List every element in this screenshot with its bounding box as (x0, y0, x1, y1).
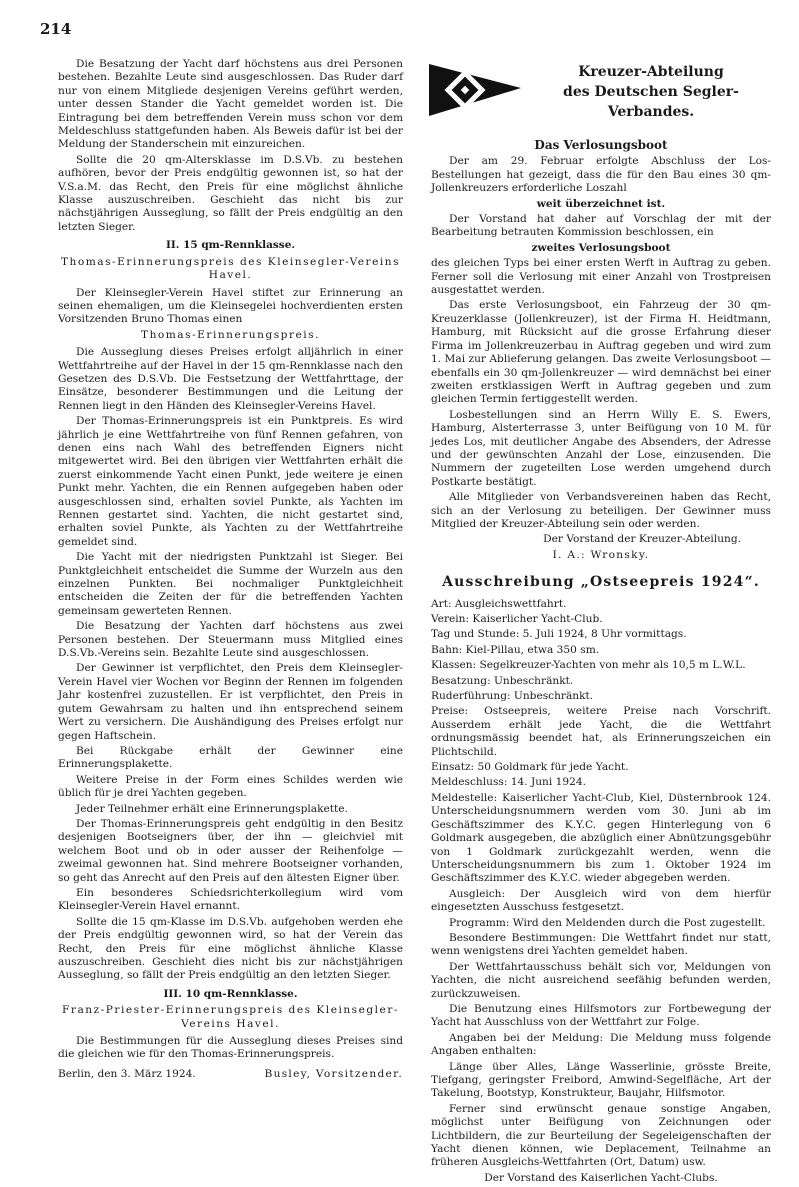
entry-field: Bahn: Kiel-Pillau, etwa 350 sm. (431, 643, 600, 656)
entry-field: Tag und Stunde: 5. Juli 1924, 8 Uhr vormittags. (431, 628, 687, 641)
emphasis-line: zweites Verlosungsboot (531, 241, 671, 254)
entry-field: Meldestelle: Kaiserlicher Yacht-Club, Kiel, Düsternbrook 124. Unterscheidungsnummern werden vom 30. Juni ab im Geschäftszimmer des K.Y.C. gegen Hinterlegung von 6 Goldmark ausgegeben, die abzüglich einer Abnützungsgebühr von 1 Goldmark zurückgezahlt werden, wenn die Unterscheidungsnummern bis zum 1. Oktober 1924 im Geschäftszimmer des K.Y.C. wieder abgegeben werden. (431, 791, 771, 885)
paragraph: Der Thomas-Erinnerungspreis geht endgültig in den Besitz desjenigen Bootseigners über, der ihn — gleichviel mit welchem Boot und ob in oder ausser der Reihenfolge — zweimal gewonnen hat. Sind mehrere Bootseigner vorhanden, so geht das Anrecht auf den Preis auf den ältesten Eigner über. (58, 817, 403, 884)
signer: Busley, Vorsitzender. (264, 1067, 403, 1080)
section-heading: II. 15 qm-Rennklasse. (165, 239, 296, 252)
paragraph: Die Ausseglung dieses Preises erfolgt alljährlich in einer Wettfahrtreihe auf der Havel in der 15 qm-Rennklasse nach den Gesetzen des D.S.Vb. Die Festsetzung der Wettfahrttage, der Einsätze, besonderer Bestimmungen und die Leitung der Rennen liegt in den Händen des Kleinsegler-Vereins Havel. (58, 346, 403, 412)
paragraph: Angaben bei der Meldung: Die Meldung muss folgende Angaben enthalten: (431, 1031, 771, 1058)
paragraph: Ausgleich: Der Ausgleich wird von dem hierfür eingesetzten Ausschuss festgesetzt. (431, 887, 771, 914)
entry-field: Art: Ausgleichswettfahrt. (431, 597, 567, 610)
paragraph: Der Kleinsegler-Verein Havel stiftet zur Erinnerung an seinen ehemaligen, um die Kleinsegelei hochverdienten ersten Vorsitzenden Bruno Thomas einen (58, 286, 403, 326)
paragraph: Der Gewinner ist verpflichtet, den Preis dem Kleinsegler-Verein Havel vier Wochen vor Beginn der Rennen im folgenden Jahr kostenfrei zuzustellen. Er ist verpflichtet, den Preis in gutem Gewahrsam zu halten und ihn entsprechend seinem Wert zu versichern. Die Aushändigung des Preises erfolgt nur gegen Haftschein. (58, 662, 403, 742)
entry-field: Besatzung: Unbeschränkt. (431, 674, 574, 687)
kreuzer-header (431, 58, 771, 134)
paragraph: Die Yacht mit der niedrigsten Punktzahl ist Sieger. Bei Punktgleichheit entscheidet die Summe der Wurzeln aus den einzelnen Punkten. Bei nochmaliger Punktgleichheit entscheiden die Zeiten der für die betreffenden Yachten gemeinsam gewerteten Rennen. (58, 551, 403, 617)
section-heading: Das Verlosungsboot (534, 138, 668, 152)
paragraph: Der am 29. Februar erfolgte Abschluss der Los-Bestellungen hat gezeigt, dass die für den Bau eines 30 qm-Jollenkreuzers erforderliche Loszahl (431, 155, 771, 195)
left-column (58, 58, 403, 1081)
paragraph: Jeder Teilnehmer erhält eine Erinnerungsplakette. (76, 802, 348, 815)
paragraph: Sollte die 20 qm-Altersklasse im D.S.Vb. zu bestehen aufhören, bevor der Preis endgültig gewonnen ist, so hat der V.S.a.M. das Recht, den Preis für eine möglichst ähnliche Klasse auszuschreiben. Geschieht das nicht bis zur nächstjährigen Ausseglung, so fällt der Preis endgültig an den letzten Sieger. (58, 153, 403, 233)
announcement-title: Ausschreibung „Ostseepreis 1924“. (442, 574, 760, 591)
signature-line (58, 1068, 403, 1081)
paragraph: des gleichen Typs bei einer ersten Werft in Auftrag zu geben. Ferner soll die Verlosung mit einer Anzahl von Trostpreisen ausgestattet werden. (431, 257, 771, 297)
pennant-flag-icon (427, 62, 523, 118)
entry-field: Ruderführung: Unbeschränkt. (431, 690, 594, 703)
paragraph: Programm: Wird den Meldenden durch die Post zugestellt. (449, 916, 766, 929)
paragraph: Die Besatzung der Yacht darf höchstens aus drei Personen bestehen. Bezahlte Leute sind ausgeschlossen. Das Ruder darf nur von einem Mitgliede desjenigen Vereins geführt werden, unter dessen Stander die Yacht gemeldet worden ist. Die Eintragung bei dem betreffenden Verein muss schon vor dem Meldeschluss stattgefunden haben. Als Beweis dafür ist bei der Meldung der Standerschein mit einzureichen. (58, 58, 403, 151)
paragraph: Die Bestimmungen für die Ausseglung dieses Preises sind die gleichen wie für den Thomas-Erinnerungspreis. (58, 1035, 403, 1061)
paragraph: Weitere Preise in der Form eines Schildes werden wie üblich für je drei Yachten gegeben. (58, 773, 403, 800)
kreuzer-title (527, 62, 775, 122)
paragraph: Länge über Alles, Länge Wasserlinie, grösste Breite, Tiefgang, geringster Freibord, Amwind-Segelfläche, Art der Takelung, Bootstyp, Konstrukteur, Baujahr, Hilfsmotor. (431, 1060, 771, 1100)
paragraph: Ein besonderes Schiedsrichterkollegium wird vom Kleinsegler-Verein Havel ernannt. (58, 886, 403, 913)
prize-name: Thomas-Erinnerungspreis. (141, 328, 320, 341)
paragraph: Ferner sind erwünscht genaue sonstige Angaben, möglichst unter Beifügung von Zeichnungen oder Lichtbildern, die zur Beurteilung der Segeleigenschaften der Yacht dienen können, wie Deplacement, Teilnahme an früheren Ausgleichs-Wettfahrten (Ort, Datum) usw. (431, 1102, 771, 1169)
right-column (431, 58, 771, 1187)
entry-field: Einsatz: 50 Goldmark für jede Yacht. (431, 761, 629, 774)
signer: I. A.: Wronsky. (552, 548, 650, 561)
paragraph: Bei Rückgabe erhält der Gewinner eine Erinnerungsplakette. (58, 744, 403, 771)
page-number: 214 (40, 20, 72, 38)
emphasis-line: weit überzeichnet ist. (536, 197, 666, 210)
signature-club: Der Vorstand des Kaiserlichen Yacht-Clubs. (484, 1171, 718, 1184)
paragraph: Besondere Bestimmungen: Die Wettfahrt findet nur statt, wenn wenigstens drei Yachten gemeldet haben. (431, 931, 771, 958)
paragraph: Der Thomas-Erinnerungspreis ist ein Punktpreis. Es wird jährlich je eine Wettfahrtreihe von fünf Rennen gefahren, von denen eins nach Wahl des betreffenden Eigners nicht mitgewertet wird. Bei den übrigen vier Wettfahrten erhält die zuerst einkommende Yacht einen Punkt, jede weitere je einen Punkt mehr. Yachten, die ein Rennen aufgegeben haben oder ausgeschlossen sind, erhalten soviel Punkte, als Yachten im Rennen gestartet sind. Yachten, die nicht gestartet sind, erhalten soviel Punkte, als Yachten zu der Wettfahrtreihe gemeldet sind. (58, 415, 403, 548)
place-date: Berlin, den 3. März 1924. (58, 1067, 196, 1080)
paragraph: Die Benutzung eines Hilfsmotors zur Fortbewegung der Yacht hat Ausschluss von der Wettfahrt zur Folge. (431, 1002, 771, 1029)
prize-title: Thomas-Erinnerungspreis des Kleinsegler-Vereins Havel. (60, 255, 401, 282)
entry-field: Verein: Kaiserlicher Yacht-Club. (431, 613, 603, 625)
paragraph: Der Wettfahrtausschuss behält sich vor, Meldungen von Yachten, die nicht ausreichend seefähig befunden werden, zurückzuweisen. (431, 960, 771, 1000)
paragraph: Das erste Verlosungsboot, ein Fahrzeug der 30 qm-Kreuzerklasse (Jollenkreuzer), ist der Firma H. Heidtmann, Hamburg, mit Rücksicht auf die grosse Erfahrung dieser Firma im Jollenkreuzerbau in Auftrag gegeben und wird zum 1. Mai zur Ablieferung gelangen. Das zweite Verlosungsboot — ebenfalls ein 30 qm-Jollenkreuzer — wird demnächst bei einer zweiten erstklassigen Werft in Auftrag gegeben und zum gleichen Termin fertiggestellt werden. (431, 299, 771, 406)
paragraph: Der Vorstand hat daher auf Vorschlag der mit der Bearbeitung betrauten Kommission beschlossen, ein (431, 213, 771, 239)
entry-field: Klassen: Segelkreuzer-Yachten von mehr als 10,5 m L.W.L. (431, 659, 746, 672)
heading-line: des Deutschen Segler-Verbandes. (563, 84, 739, 120)
paragraph: Sollte die 15 qm-Klasse im D.S.Vb. aufgehoben werden ehe der Preis endgültig gewonnen wird, so hat der Verein das Recht, den Preis für eine möglichst ähnliche Klasse auszuschreiben. Geschieht dies nicht bis zur nächstjährigen Ausseglung, so fällt der Preis endgültig an den letzten Sieger. (58, 915, 403, 982)
entry-field: Meldeschluss: 14. Juni 1924. (431, 776, 586, 789)
heading-line: Kreuzer-Abteilung (578, 64, 724, 80)
paragraph: Alle Mitglieder von Verbandsvereinen haben das Recht, sich an der Verlosung zu beteiligen. Der Gewinner muss Mitglied der Kreuzer-Abteilung sein oder werden. (431, 491, 771, 530)
section-heading: III. 10 qm-Rennklasse. (163, 987, 298, 1000)
prize-title: Franz-Priester-Erinnerungspreis des Kleinsegler-Vereins Havel. (62, 1004, 399, 1030)
paragraph: Losbestellungen sind an Herrn Willy E. S. Ewers, Hamburg, Alsterterrasse 3, unter Beifügung von 10 M. für jedes Los, mit deutlicher Angabe des Absenders, der Adresse und der gewünschten Anzahl der Lose, einzusenden. Die Nummern der zugeteilten Lose werden umgehend durch Postkarte bestätigt. (431, 408, 771, 488)
signature-board: Der Vorstand der Kreuzer-Abteilung. (543, 533, 741, 546)
entry-field: Preise: Ostseepreis, weitere Preise nach Vorschrift. Ausserdem erhält jede Yacht, die die Wettfahrt ordnungsmässig beendet hat, als Erinnerungszeichen ein Plichtschild. (431, 705, 771, 758)
paragraph: Die Besatzung der Yachten darf höchstens aus zwei Personen bestehen. Der Steuermann muss Mitglied eines D.S.Vb.-Vereins sein. Bezahlte Leute sind ausgeschlossen. (58, 620, 403, 660)
